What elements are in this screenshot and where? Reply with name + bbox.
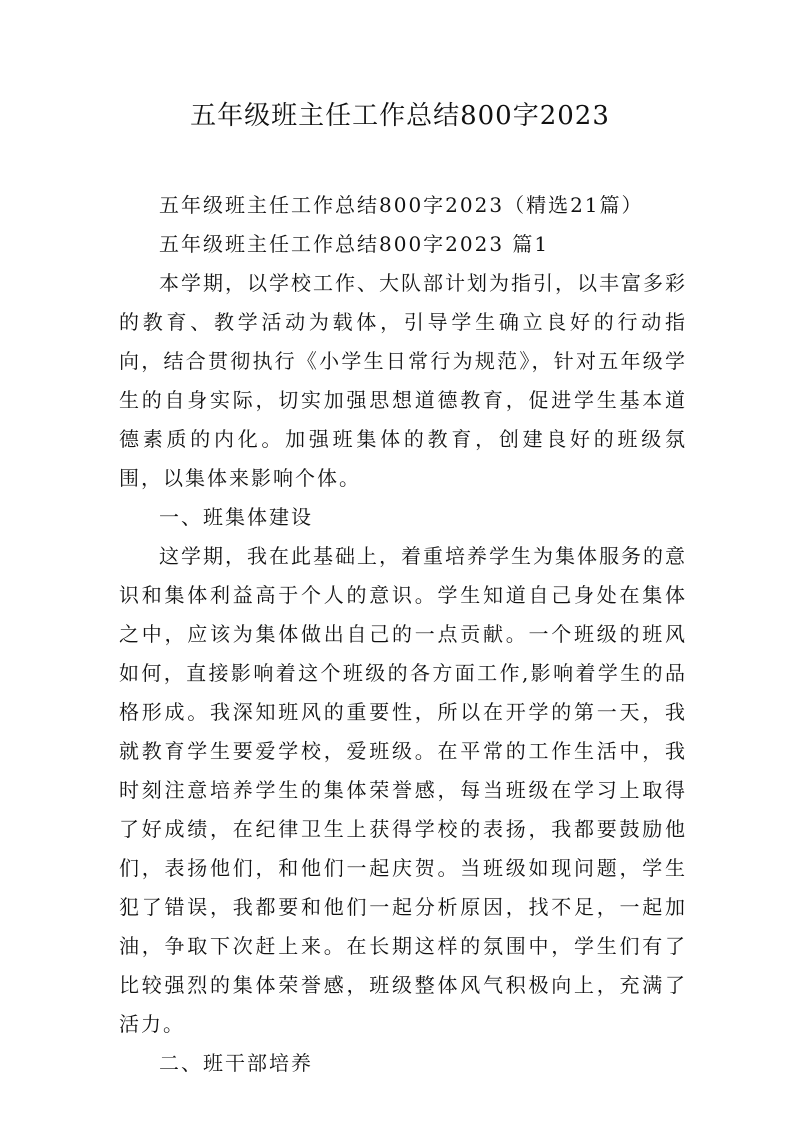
section-heading-class-building: 一、班集体建设 bbox=[159, 505, 313, 529]
intro-paragraph: 本学期，以学校工作、大队部计划为指引，以丰富多彩的教育、教学活动为载体，引导学生确立良好的行动指向，结合贯彻执行《小学生日常行为规范》，针对五年级学生的自身实际，切实加强思想道德教育，促进学生基本道德素质的内化。加强班集体的教育，创建良好的班级氛围，以集体来影响个体。 bbox=[119, 271, 687, 490]
collection-heading: 五年级班主任工作总结800字2023（精选21篇） bbox=[159, 193, 644, 217]
article-heading: 五年级班主任工作总结800字2023 篇1 bbox=[159, 232, 550, 256]
document-title: 五年级班主任工作总结800字2023 bbox=[190, 101, 610, 131]
class-building-paragraph: 这学期，我在此基础上，着重培养学生为集体服务的意识和集体利益高于个人的意识。学生知道自己身处在集体之中，应该为集体做出自己的一点贡献。一个班级的班风如何，直接影响着这个班级的各方面工作,影响着学生的品格形成。我深知班风的重要性，所以在开学的第一天，我就教育学生要爱学校，爱班级。在平常的工作生活中，我时刻注意培养学生的集体荣誉感，每当班级在学习上取得了好成绩，在纪律卫生上获得学校的表扬，我都要鼓励他们，表扬他们，和他们一起庆贺。当班级如现问题，学生犯了错误，我都要和他们一起分析原因，找不足，一起加油，争取下次赶上来。在长期这样的氛围中，学生们有了比较强烈的集体荣誉感，班级整体风气积极向上，充满了活力。 bbox=[119, 544, 687, 1036]
section-heading-cadre-training: 二、班干部培养 bbox=[159, 1051, 313, 1075]
document-body bbox=[119, 186, 687, 1083]
